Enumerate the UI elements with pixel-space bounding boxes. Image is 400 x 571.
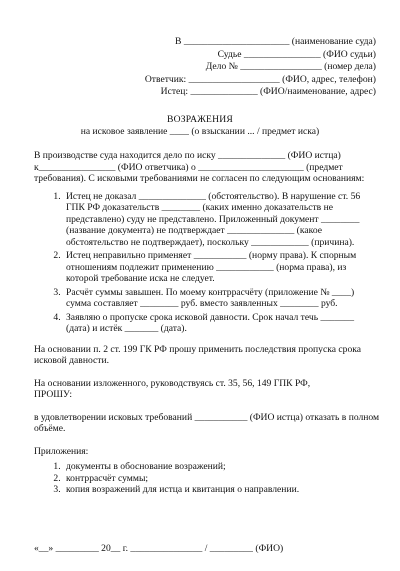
attachment-item: 1. документы в обоснование возражений; xyxy=(63,461,380,473)
attachment-item: 2. контррасчёт суммы; xyxy=(63,473,380,485)
attachment-item: 3. копия возражений для истца и квитанция о направлении. xyxy=(63,484,380,496)
argument-item: 4. Заявляю о пропуске срока исковой давности. Срок начал течь _______ (дата) и истёк _______ (дата). xyxy=(63,312,380,335)
title-subtitle: на исковое заявление ____ (о взыскании ... / предмет иска) xyxy=(80,126,320,138)
argument-item: 3. Расчёт суммы завышен. По моему контррасчёту (приложение № ____) сумма составляет ________ руб. вместо заявленных ________ руб. xyxy=(63,287,380,310)
signature-line: «__» _________ 20__ г. _______________ / _________ (ФИО) xyxy=(34,543,284,554)
arguments-list xyxy=(34,191,380,335)
attachments-heading: Приложения: xyxy=(34,445,89,457)
attachments-list xyxy=(34,461,380,496)
argument-item: 1. Истец не доказал ______________ (обстоятельство). В нарушение ст. 56 ГПК РФ доказательств ________ (каких именно доказательств не представлено) суду не представлено. Приложенный документ ________ (название документа) не подтверждает ______________ (какое обстоятельство не подтверждает), поскольку ____________ (причина). xyxy=(63,191,380,249)
case-number-line: Дело № _________________ (номер дела) xyxy=(205,61,376,73)
court-line: В ______________________ (наименование суда) xyxy=(175,36,376,47)
request-paragraph: в удовлетворении исковых требований ___________ (ФИО истца) отказать в полном объёме. xyxy=(34,411,380,434)
argument-item: 2. Истец неправильно применяет ___________ (норму права). К спорным отношениям подлежит применению ____________ (норма права), из которой требование иска не следует. xyxy=(63,250,380,285)
request-heading: ПРОШУ: xyxy=(34,389,73,400)
addressee-block xyxy=(76,36,376,99)
legal-basis-paragraph: На основании изложенного, руководствуясь ст. 35, 56, 149 ГПК РФ, xyxy=(34,377,311,389)
document-title xyxy=(0,114,400,139)
judge-line: Судье ________________ (ФИО судьи) xyxy=(217,48,376,60)
document-body xyxy=(34,150,380,496)
intro-paragraph: В производстве суда находится дело по иску ______________ (ФИО истца) к________________ (ФИО ответчика) о ______________________ (предмет требования). С исковыми требованиями не согласен по следующим основаниям: xyxy=(34,150,365,184)
defendant-line: Ответчик: ___________________ (ФИО, адрес, телефон) xyxy=(144,73,376,85)
title-main: ВОЗРАЖЕНИЯ xyxy=(167,114,233,125)
limitation-request-paragraph: На основании п. 2 ст. 199 ГК РФ прошу применить последствия пропуска срока исковой давности. xyxy=(34,343,362,366)
plaintiff-line: Истец: ______________ (ФИО/наименование, адрес) xyxy=(160,86,376,98)
